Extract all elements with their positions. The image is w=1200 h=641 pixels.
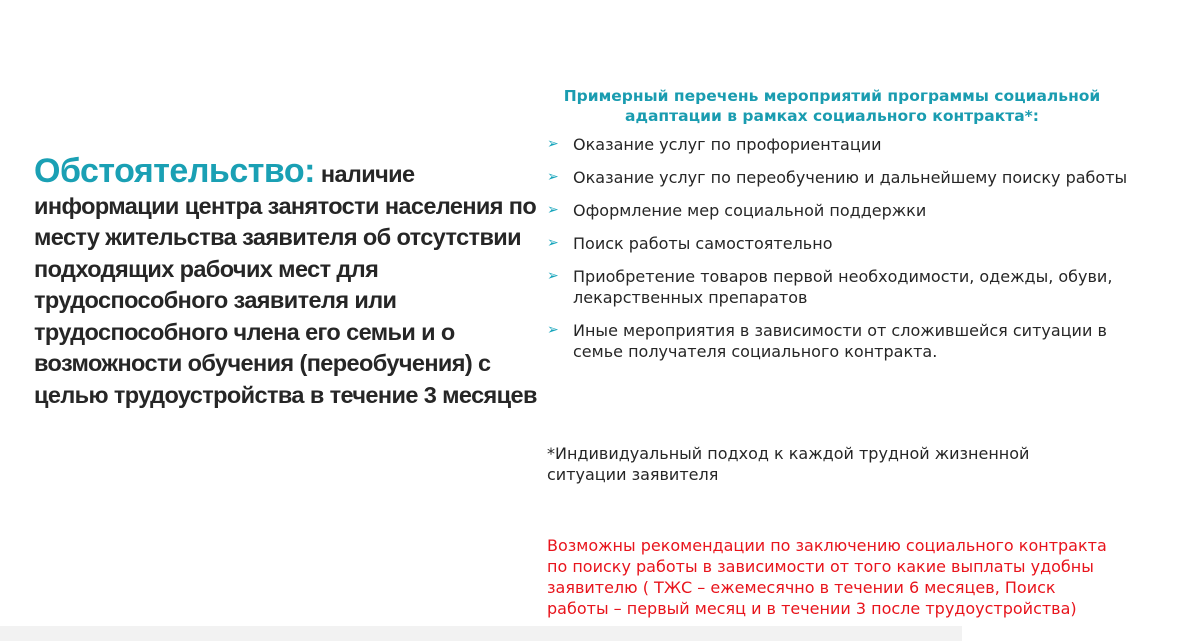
arrow-right-icon: ➢ [547,202,559,218]
list-item-text: Оказание услуг по переобучению и дальнейшему поиску работы [573,168,1128,187]
list-item-text: Приобретение товаров первой необходимости, одежды, обуви, лекарственных препаратов [573,267,1113,307]
arrow-right-icon: ➢ [547,136,559,152]
arrow-right-icon: ➢ [547,268,559,284]
list-item [547,134,1147,155]
list-item-text: Оказание услуг по профориентации [573,135,882,154]
list-item-text: Поиск работы самостоятельно [573,234,833,253]
arrow-right-icon: ➢ [547,322,559,338]
recommendation-note: Возможны рекомендации по заключению социального контракта по поиску работы в зависимости от того какие выплаты удобны заявителю ( ТЖС – ежемесячно в течении 6 месяцев, Поиск работы – первый месяц и в течении 3 после трудоустройства) [547,536,1107,618]
list-item-text: Оформление мер социальной поддержки [573,201,927,220]
footnote: *Индивидуальный подход к каждой трудной жизненной ситуации заявителя [547,444,1030,484]
list-item [547,320,1147,362]
circumstance-text: наличие информации центра занятости населения по месту жительства заявителя об отсутствии подходящих рабочих мест для трудоспособного заявителя или трудоспособного члена его семьи и о возможности обучения (переобучения) с целью трудоустройства в течение 3 месяцев [34,161,537,408]
list-item [547,266,1147,308]
list-item [547,200,1147,221]
measures-heading: Примерный перечень мероприятий программы социальной адаптации в рамках социального контракта*: [563,87,1101,125]
arrow-right-icon: ➢ [547,235,559,251]
list-item [547,233,1147,254]
arrow-right-icon: ➢ [547,169,559,185]
list-item [547,167,1147,188]
circumstance-lead: Обстоятельство: [34,152,315,190]
list-item-text: Иные мероприятия в зависимости от сложившейся ситуации в семье получателя социального контракта. [573,321,1107,361]
measures-panel [547,86,1147,374]
measures-list [547,134,1147,362]
footer-band [0,626,962,641]
circumstance-block [34,152,554,411]
